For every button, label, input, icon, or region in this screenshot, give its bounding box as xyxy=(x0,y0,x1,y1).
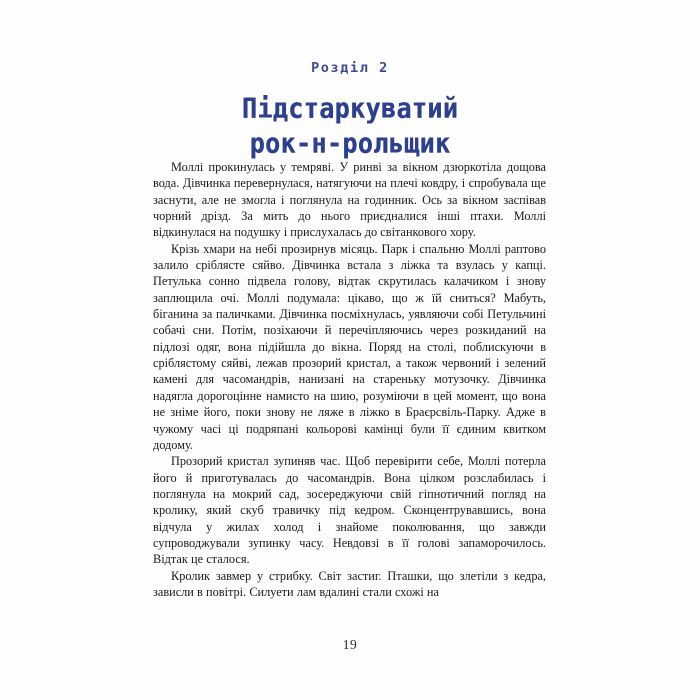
chapter-title-line-2: рок-н-рольщик xyxy=(249,126,451,159)
paragraph: Прозорий кристал зупиняв час. Щоб перевірити себе, Моллі потерла його й приготувалась до часомандрів. Вона цілком розслабилась і поглянула на мокрий сад, зосереджуючи свій гіпнотичний погляд на кролику, який скуб травичку під кедром. Сконцентрувавшись, вона відчула у жилах холод і знайоме поколювання, що завжди супроводжували зупинку часу. Невдовзі в її голові запаморочилось. Відтак це сталося. xyxy=(153,454,546,567)
body-text-column xyxy=(153,159,546,600)
paragraph: Моллі прокинулась у темряві. У ринві за вікном дзюркотіла дощова вода. Дівчинка перевернулася, натягуючи на плечі ковдру, і спробувала ще заснути, але не змогла і поглянула на годинник. Ось за вікном заспівав чорний дрізд. За мить до нього приєдналися інші птахи. Моллі відкинулася на подушку і прислухалась до світанкового хору. xyxy=(153,160,546,240)
chapter-title xyxy=(0,91,700,159)
paragraph: Крізь хмари на небі прозирнув місяць. Парк і спальню Моллі раптово залило сріблясте сяйво. Дівчинка встала з ліжка та взулась у капці. Петулька сонно підвела голову, відтак скрутилась калачиком і знову заплющила очі. Моллі подумала: цікаво, що ж їй сниться? Мабуть, біганина за паличками. Дівчинка посміхнулась, уявляючи собі Петульчині собачі сни. Потім, позіхаючи й перечіпляючись через розкиданий на підлозі одяг, вона підійшла до вікна. Поряд на столі, поблискуючи в сріблястому сяйві, лежав прозорий кристал, а також червоний і зелений камені для часомандрів, нанизані на стареньку мотузочку. Дівчинка надягла дорогоцінне намисто на шию, розуміючи в цей момент, що вона не зніме його, поки знову не ляже в ліжко в Браєрсвіль-Парку. Адже в чужому часі ці подряпані кольорові камінці були її єдиним квитком додому. xyxy=(153,241,546,452)
paragraph: Кролик завмер у стрибку. Світ застиг. Пташки, що злетіли з кедра, зависли в повітрі. Силуети лам вдалині стали схожі на xyxy=(153,568,546,599)
chapter-heading xyxy=(0,60,700,159)
page-number: 19 xyxy=(342,637,358,652)
chapter-label: Розділ 2 xyxy=(311,60,389,76)
chapter-title-line-1: Підстаркуватий xyxy=(241,91,459,124)
